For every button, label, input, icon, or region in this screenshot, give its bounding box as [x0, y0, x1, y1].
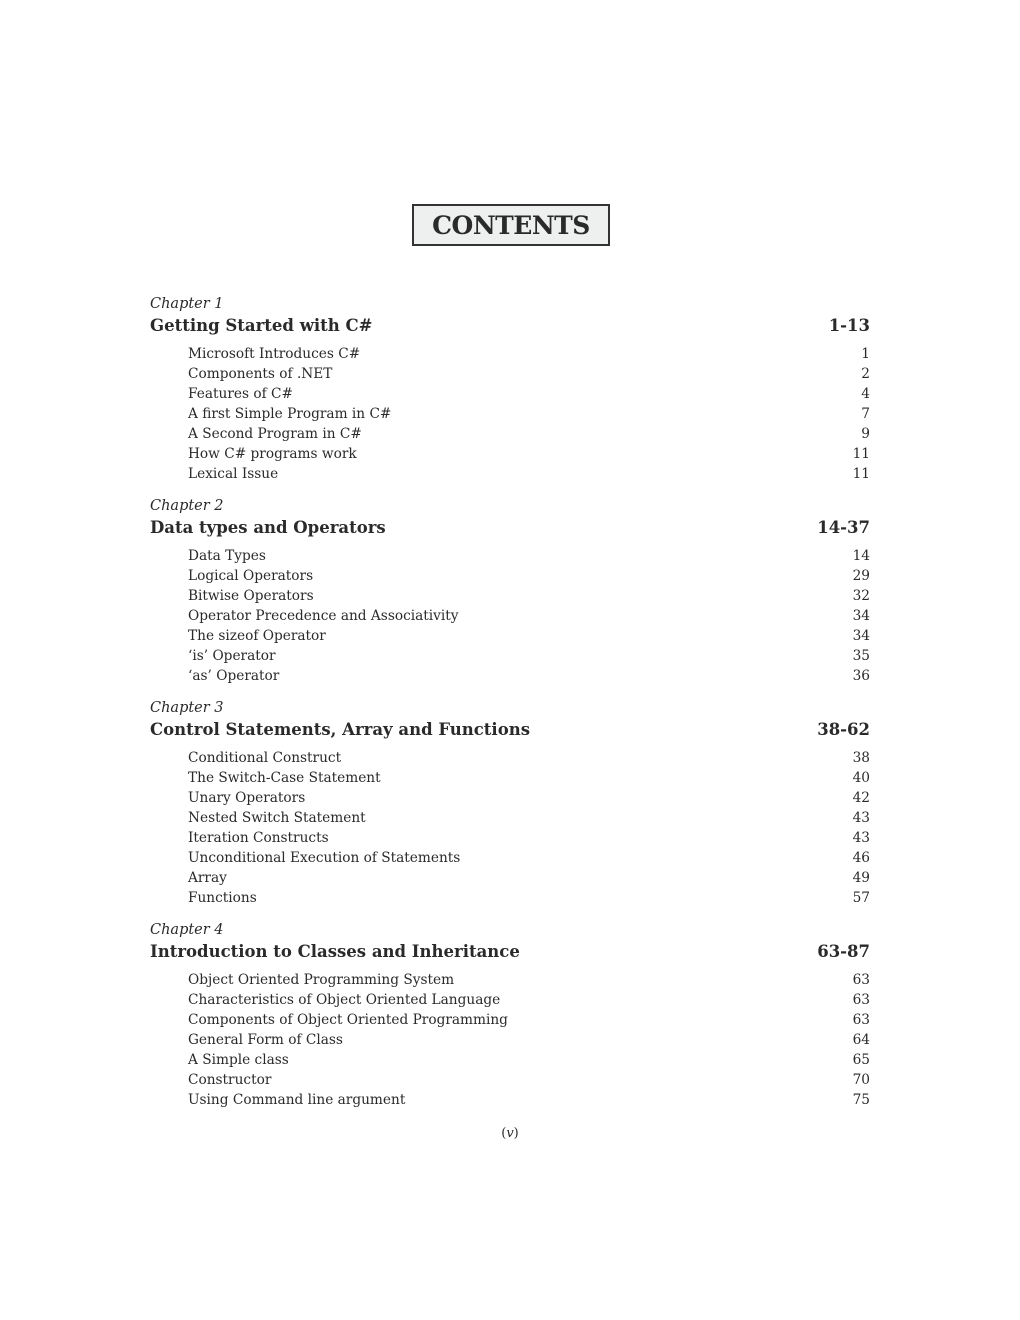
- toc-entry: [150, 828, 870, 848]
- toc-entry: [150, 546, 870, 566]
- toc-entry-page: 29: [852, 568, 870, 584]
- toc-entry-page: 11: [852, 466, 870, 482]
- toc-entry-page: 42: [852, 790, 870, 806]
- toc-entry-page: 7: [861, 406, 870, 422]
- toc-entry-page: 63: [852, 1012, 870, 1028]
- toc-entry-page: 4: [861, 386, 870, 402]
- toc-entry-title: ‘is’ Operator: [188, 648, 276, 664]
- toc-entry-title: Using Command line argument: [188, 1092, 406, 1108]
- toc-entry-title: The sizeof Operator: [188, 628, 326, 644]
- chapter-pages: 38-62: [817, 720, 870, 739]
- toc-entry: [150, 344, 870, 364]
- toc-entry-title: Characteristics of Object Oriented Language: [188, 992, 501, 1008]
- toc-entry-title: Unary Operators: [188, 790, 306, 806]
- toc-entry-title: Operator Precedence and Associativity: [188, 608, 459, 624]
- toc-entry-title: Components of Object Oriented Programming: [188, 1012, 508, 1028]
- toc-entry: [150, 364, 870, 384]
- chapter-label: Chapter 3: [150, 700, 224, 716]
- toc-entry-page: 38: [852, 750, 870, 766]
- toc-entry-title: Logical Operators: [188, 568, 314, 584]
- toc-entry: [150, 424, 870, 444]
- toc-entry-page: 63: [852, 972, 870, 988]
- toc-entry-title: Data Types: [188, 548, 266, 564]
- table-of-contents: [150, 294, 870, 1122]
- toc-entry: [150, 606, 870, 626]
- toc-entry-page: 40: [852, 770, 870, 786]
- page-number-open: (: [501, 1126, 507, 1141]
- toc-entry: [150, 748, 870, 768]
- toc-entry: [150, 990, 870, 1010]
- toc-entry-title: Bitwise Operators: [188, 588, 314, 604]
- toc-entry: [150, 970, 870, 990]
- toc-entry-page: 63: [852, 992, 870, 1008]
- chapter-label: Chapter 1: [150, 296, 224, 312]
- chapter-pages: 63-87: [817, 942, 870, 961]
- toc-entry: [150, 868, 870, 888]
- chapter-pages: 14-37: [817, 518, 870, 537]
- toc-entry: [150, 1050, 870, 1070]
- toc-entry-title: ‘as’ Operator: [188, 668, 280, 684]
- toc-entry-page: 43: [852, 810, 870, 826]
- contents-heading: CONTENTS: [412, 204, 610, 246]
- page-number-numeral: v: [506, 1126, 514, 1141]
- chapter-title-row: [150, 718, 870, 742]
- chapter-title-row: [150, 516, 870, 540]
- toc-entry: [150, 888, 870, 908]
- toc-entry-title: Constructor: [188, 1072, 272, 1088]
- toc-entry: [150, 1070, 870, 1090]
- toc-entry: [150, 1090, 870, 1110]
- toc-entry-title: Lexical Issue: [188, 466, 279, 482]
- chapter-title-row: [150, 940, 870, 964]
- toc-entry: [150, 646, 870, 666]
- toc-entry-page: 14: [852, 548, 870, 564]
- chapter-title-row: [150, 314, 870, 338]
- toc-entry: [150, 666, 870, 686]
- toc-entry-page: 34: [852, 628, 870, 644]
- page-number-close: ): [513, 1126, 519, 1141]
- chapter-section: [150, 920, 870, 1110]
- toc-entry: [150, 626, 870, 646]
- toc-entry-title: A Simple class: [188, 1052, 289, 1068]
- toc-entry-page: 35: [852, 648, 870, 664]
- toc-entry-page: 57: [852, 890, 870, 906]
- toc-entry-page: 65: [852, 1052, 870, 1068]
- toc-entry-page: 1: [861, 346, 870, 362]
- toc-entry: [150, 788, 870, 808]
- toc-entry-title: A Second Program in C#: [188, 426, 362, 442]
- chapter-section: [150, 496, 870, 686]
- toc-entry-title: Microsoft Introduces C#: [188, 346, 361, 362]
- toc-entry: [150, 768, 870, 788]
- toc-entry-title: How C# programs work: [188, 446, 357, 462]
- toc-entry: [150, 566, 870, 586]
- chapter-label: Chapter 4: [150, 922, 224, 938]
- toc-entry-page: 64: [852, 1032, 870, 1048]
- toc-entry: [150, 586, 870, 606]
- toc-entry: [150, 808, 870, 828]
- toc-entry-title: Iteration Constructs: [188, 830, 329, 846]
- toc-entry-page: 34: [852, 608, 870, 624]
- toc-entry-title: Features of C#: [188, 386, 293, 402]
- chapter-section: [150, 294, 870, 484]
- page-number: [0, 1126, 1020, 1141]
- toc-entry-page: 70: [852, 1072, 870, 1088]
- toc-entry: [150, 404, 870, 424]
- toc-entry: [150, 384, 870, 404]
- toc-entry-title: Object Oriented Programming System: [188, 972, 455, 988]
- toc-entry-title: Array: [188, 870, 227, 886]
- toc-entry-page: 75: [852, 1092, 870, 1108]
- toc-entry-title: Nested Switch Statement: [188, 810, 366, 826]
- toc-entry-page: 2: [861, 366, 870, 382]
- toc-entry-page: 32: [852, 588, 870, 604]
- toc-entry-page: 36: [852, 668, 870, 684]
- toc-entry-title: General Form of Class: [188, 1032, 343, 1048]
- toc-entry-title: Components of .NET: [188, 366, 333, 382]
- toc-entry: [150, 1030, 870, 1050]
- toc-entry-title: Conditional Construct: [188, 750, 342, 766]
- chapter-title: Getting Started with C#: [150, 316, 373, 335]
- toc-entry: [150, 848, 870, 868]
- toc-entry-title: The Switch-Case Statement: [188, 770, 381, 786]
- toc-entry: [150, 464, 870, 484]
- chapter-section: [150, 698, 870, 908]
- toc-entry: [150, 444, 870, 464]
- chapter-label: Chapter 2: [150, 498, 224, 514]
- toc-entry-title: Unconditional Execution of Statements: [188, 850, 461, 866]
- chapter-pages: 1-13: [828, 316, 870, 335]
- toc-entry-page: 43: [852, 830, 870, 846]
- toc-entry-title: A first Simple Program in C#: [188, 406, 392, 422]
- toc-entry-page: 46: [852, 850, 870, 866]
- chapter-title: Data types and Operators: [150, 518, 386, 537]
- toc-entry-page: 49: [852, 870, 870, 886]
- chapter-title: Control Statements, Array and Functions: [150, 720, 530, 739]
- toc-entry-page: 11: [852, 446, 870, 462]
- toc-entry: [150, 1010, 870, 1030]
- chapter-title: Introduction to Classes and Inheritance: [150, 942, 520, 961]
- toc-entry-page: 9: [861, 426, 870, 442]
- toc-entry-title: Functions: [188, 890, 257, 906]
